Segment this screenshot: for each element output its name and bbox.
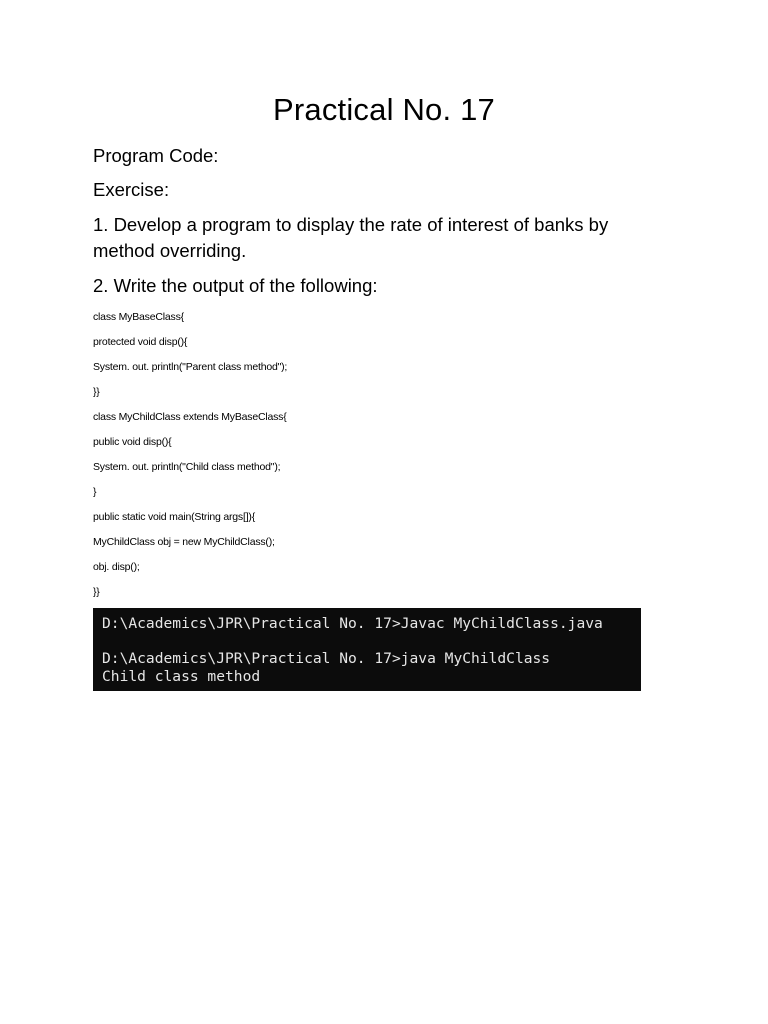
code-line: obj. disp(); <box>93 561 140 573</box>
exercise-label: Exercise: <box>93 179 170 200</box>
code-line: } <box>93 486 97 498</box>
code-line: }} <box>93 586 100 598</box>
code-line: }} <box>93 386 100 398</box>
terminal-line-output: Child class method <box>102 668 261 685</box>
code-line: public static void main(String args[]){ <box>93 511 256 523</box>
terminal-line-compile: D:\Academics\JPR\Practical No. 17>Javac MyChildClass.java <box>102 615 603 632</box>
code-line: public void disp(){ <box>93 436 172 448</box>
code-line: System. out. println("Parent class method"); <box>93 361 288 373</box>
code-line: System. out. println("Child class method"); <box>93 461 281 473</box>
code-line: class MyChildClass extends MyBaseClass{ <box>93 411 287 423</box>
code-line: class MyBaseClass{ <box>93 311 184 323</box>
terminal-line-run: D:\Academics\JPR\Practical No. 17>java MyChildClass <box>102 650 551 667</box>
question-1: 1. Develop a program to display the rate of interest of banks by method overriding. <box>93 214 609 261</box>
code-line: protected void disp(){ <box>93 336 188 348</box>
code-line: MyChildClass obj = new MyChildClass(); <box>93 536 275 548</box>
page-title: Practical No. 17 <box>272 92 496 127</box>
question-2: 2. Write the output of the following: <box>93 275 378 296</box>
program-code-label: Program Code: <box>93 145 219 166</box>
terminal-output-screenshot <box>93 608 641 691</box>
